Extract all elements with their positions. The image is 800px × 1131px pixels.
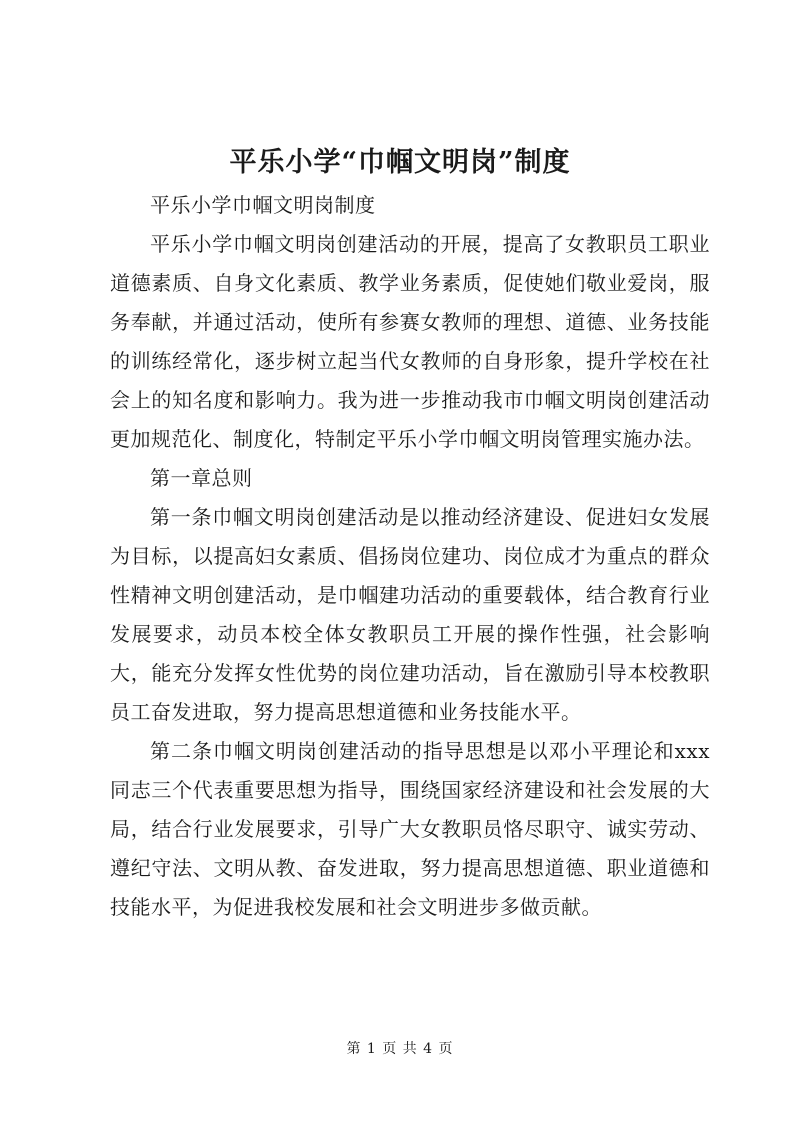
document-body	[110, 186, 710, 927]
document-title: 平乐小学“巾帼文明岗”制度	[229, 147, 571, 178]
paragraph-subtitle: 平乐小学巾帼文明岗制度	[150, 193, 376, 217]
paragraph-article-2: 第二条巾帼文明岗创建活动的指导思想是以邓小平理论和xxx同志三个代表重要思想为指导，围绕国家经济建设和社会发展的大局，结合行业发展要求，引导广大女教职员恪尽职守、诚实劳动、遵纪守法、文明从教、奋发进取，努力提高思想道德、职业道德和技能水平，为促进我校发展和社会文明进步多做贡献。	[110, 739, 710, 919]
page-number-footer: 第 1 页 共 4 页	[346, 1041, 454, 1057]
paragraph-intro: 平乐小学巾帼文明岗创建活动的开展，提高了女教职员工职业道德素质、自身文化素质、教学业务素质，促使她们敬业爱岗，服务奉献，并通过活动，使所有参赛女教师的理想、道德、业务技能的训练经常化，逐步树立起当代女教师的自身形象，提升学校在社会上的知名度和影响力。我为进一步推动我市巾帼文明岗创建活动更加规范化、制度化，特制定平乐小学巾帼文明岗管理实施办法。	[110, 232, 710, 451]
paragraph-chapter-heading: 第一章总则	[150, 466, 253, 490]
paragraph-article-1: 第一条巾帼文明岗创建活动是以推动经济建设、促进妇女发展为目标，以提高妇女素质、倡扬岗位建功、岗位成才为重点的群众性精神文明创建活动，是巾帼建功活动的重要载体，结合教育行业发展要求，动员本校全体女教职员工开展的操作性强，社会影响大，能充分发挥女性优势的岗位建功活动，旨在激励引导本校教职员工奋发进取，努力提高思想道德和业务技能水平。	[110, 505, 710, 724]
